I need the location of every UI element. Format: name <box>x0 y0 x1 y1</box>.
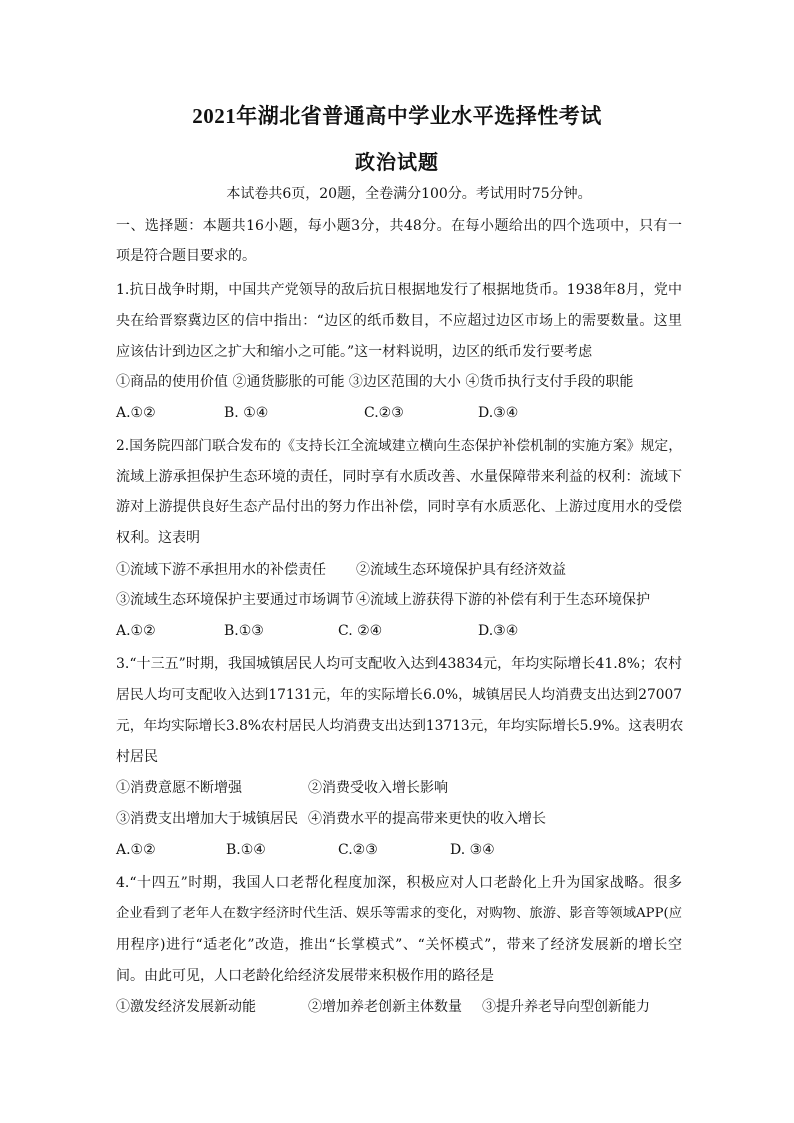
question-3-line-2: 居民人均可支配收入达到17131元，年的实际增长6.0%，城镇居民人均消费支出达到27007 <box>116 687 682 703</box>
question-2-statements-row-1 <box>116 560 682 580</box>
question-3-line-1: 3.“十三五”时期，我国城镇居民人均可支配收入达到43834元，年均实际增长41.8%；农村 <box>116 656 682 672</box>
exam-info: 本试卷共6页，20题，全卷满分100分。考试用时75分钟。 <box>226 186 592 202</box>
question-3-statement-2: ②消费受收入增长影响 <box>308 780 448 796</box>
question-4-line-3: 用程序)进行“适老化”改造，推出“长掌模式”、“关怀模式”，带来了经济发展新的增长空 <box>116 937 682 953</box>
page-title: 2021年湖北省普通高中学业水平选择性考试 <box>192 104 602 128</box>
question-2-option-c: C. ②④ <box>338 623 383 639</box>
question-3-option-c: C.②③ <box>338 842 378 858</box>
question-2-line-4: 权利。这表明 <box>116 530 200 546</box>
question-2-line-1: 2.国务院四部门联合发布的《支持长江全流域建立横向生态保护补偿机制的实施方案》规定， <box>116 438 682 454</box>
question-3-statements-row-2 <box>116 809 682 829</box>
section-instructions-line-1: 一、选择题：本题共16小题，每小题3分，共48分。在每小题给出的四个选项中，只有一 <box>116 218 682 234</box>
question-3-options <box>116 840 682 860</box>
question-3-line-4: 村居民 <box>116 749 158 765</box>
question-2-option-d: D.③④ <box>478 623 519 639</box>
question-4-statement-2: ②增加养老创新主体数量 <box>308 999 462 1015</box>
question-4-statements-row-1 <box>116 997 682 1017</box>
question-4-statement-3: ③提升养老导向型创新能力 <box>482 999 650 1015</box>
question-4-statement-1: ①激发经济发展新动能 <box>116 999 256 1015</box>
question-3-statement-4: ④消费水平的提高带来更快的收入增长 <box>308 811 546 827</box>
question-4-line-4: 间。由此可见，人口老龄化给经济发展带来积极作用的路径是 <box>116 968 494 984</box>
question-2-options <box>116 621 682 641</box>
question-2-line-2: 流域上游承担保护生态环境的责任，同时享有水质改善、水量保障带来利益的权利：流域下 <box>116 469 682 485</box>
section-instructions-line-2: 项是符合题目要求的。 <box>116 248 256 264</box>
question-3-statement-1: ①消费意愿不断增强 <box>116 780 242 796</box>
question-3-statements-row-1 <box>116 778 682 798</box>
question-3-line-3: 元，年均实际增长3.8%农村居民人均消费支出达到13713元，年均实际增长5.9%。这表明农 <box>116 718 684 734</box>
question-3-option-d: D. ③④ <box>450 842 495 858</box>
question-1-option-b: B. ①④ <box>224 405 269 421</box>
question-2-statement-1: ①流域下游不承担用水的补偿责任 <box>116 562 326 578</box>
question-4-line-1: 4.“十四五”时期，我国人口老帮化程度加深，积极应对人口老龄化上升为国家战略。很多 <box>116 875 682 891</box>
question-2-option-a: A.①② <box>116 623 156 639</box>
question-2-statements-row-2 <box>116 590 682 610</box>
question-3-option-b: B.①④ <box>226 842 266 858</box>
question-4-line-2: 企业看到了老年人在数字经济时代生活、娱乐等需求的变化，对购物、旅游、影音等领域APP(应 <box>116 906 682 921</box>
question-1-statements: ①商品的使用价值 ②通货膨胀的可能 ③边区范围的大小 ④货币执行支付手段的职能 <box>116 374 634 390</box>
question-1-options <box>116 403 682 423</box>
page-subtitle: 政治试题 <box>355 152 439 174</box>
question-2-statement-4: ④流域上游获得下游的补偿有利于生态环境保护 <box>356 592 650 608</box>
question-2-line-3: 游对上游提供良好生态产品付出的努力作出补偿，同时享有水质恶化、上游过度用水的受偿 <box>116 499 682 515</box>
question-2-statement-3: ③流域生态环境保护主要通过市场调节 <box>116 592 354 608</box>
question-3-option-a: A.①② <box>116 842 156 858</box>
question-1-option-a: A.①② <box>116 405 156 421</box>
question-2-statement-2: ②流域生态环境保护具有经济效益 <box>356 562 566 578</box>
question-1-option-d: D.③④ <box>478 405 519 421</box>
question-1-line-2: 央在给晋察冀边区的信中指出：“边区的纸币数目，不应超过边区市场上的需要数量。这里 <box>116 313 682 329</box>
question-1-line-1: 1.抗日战争时期，中国共产党领导的敌后抗日根据地发行了根据地货币。1938年8月，党中 <box>116 282 682 298</box>
question-3-statement-3: ③消费支出增加大于城镇居民 <box>116 811 298 827</box>
question-2-option-b: B.①③ <box>224 623 264 639</box>
question-1-line-3: 应该估计到边区之扩大和缩小之可能。”这一材料说明，边区的纸币发行要考虑 <box>116 344 593 360</box>
question-1-option-c: C.②③ <box>364 405 404 421</box>
